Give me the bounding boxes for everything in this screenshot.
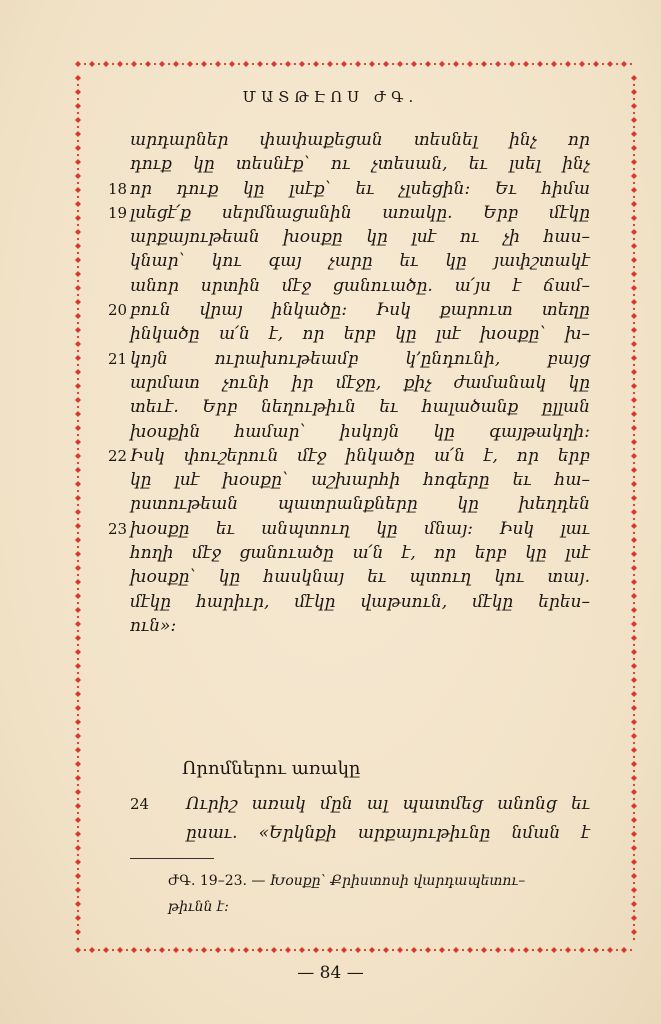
text-line xyxy=(108,177,590,201)
verse-number: 23 xyxy=(108,519,128,538)
text-line xyxy=(130,565,590,589)
text-line xyxy=(108,201,590,225)
text-line xyxy=(130,790,590,819)
line-text: րստութեան պատրանքները կը խեղդեն xyxy=(130,494,590,515)
text-line xyxy=(130,468,590,492)
line-text: լսեցէ՛ք սերմնացանին առակը. Երբ մէկը xyxy=(130,202,590,223)
line-text: կոյն ուրախութեամբ կ՚ընդունի, բայց xyxy=(130,348,590,369)
verse-number: 18 xyxy=(108,179,128,198)
line-text: խօսքը՝ կը հասկնայ եւ պտուղ կու տայ. xyxy=(130,567,590,588)
text-line xyxy=(108,347,590,371)
line-text: արդարներ փափաքեցան տեսնել ինչ որ xyxy=(130,130,590,150)
text-line xyxy=(108,444,590,468)
text-line xyxy=(130,492,590,516)
line-text: բուն վրայ ինկածը։ Իսկ քարուտ տեղը xyxy=(130,300,590,321)
line-text: կնար՝ կու գայ չարը եւ կը յափշտակէ xyxy=(130,251,590,272)
line-text: անոր սրտին մէջ ցանուածը. ա՛յս է ճամ– xyxy=(130,275,590,296)
line-text: խօսքը եւ անպտուղ կը մնայ։ Իսկ լաւ xyxy=(130,518,590,539)
line-text: խօսքին համար՝ իսկոյն կը գայթակղի։ xyxy=(130,421,590,442)
footnote-line-1: Խօսքը՝ Քրիստոսի վարդապետու– xyxy=(269,873,526,889)
text-line xyxy=(130,395,590,419)
text-line xyxy=(130,420,590,444)
line-text: կը լսէ խօսքը՝ աշխարհի հոգերը եւ հա– xyxy=(130,470,590,491)
section-title: Որոմներու առակը xyxy=(182,758,361,779)
text-line xyxy=(130,274,590,298)
footnote-ref: ԺԳ. 19–23. — xyxy=(168,873,266,889)
footnote-rule xyxy=(130,858,214,859)
line-text: դուք կը տեսնէք՝ ու չտեսան, եւ լսել ինչ xyxy=(130,154,590,175)
text-line xyxy=(130,590,590,614)
text-line xyxy=(108,298,590,322)
footnote xyxy=(168,868,588,920)
text-line xyxy=(130,322,590,346)
line-text: մէկը հարիւր, մէկը վաթսուն, մէկը երես– xyxy=(130,591,590,612)
line-text: որ դուք կը լսէք՝ եւ չլսեցին։ Եւ հիմա xyxy=(130,178,590,199)
line-text: Իսկ փուշերուն մէջ ինկածը ա՛ն է, որ երբ xyxy=(130,445,590,466)
line-text: արմատ չունի իր մէջը, քիչ ժամանակ կը xyxy=(130,372,590,393)
verse-number: 24 xyxy=(130,795,150,813)
text-line xyxy=(130,614,590,638)
verse-number: 21 xyxy=(108,349,128,368)
text-line xyxy=(130,225,590,249)
line-text: ըսաւ. «Երկնքի արքայութիւնը նման է xyxy=(186,823,590,843)
line-text: ուն»։ xyxy=(130,615,177,636)
passage-text-2 xyxy=(130,790,590,848)
verse-number: 22 xyxy=(108,446,128,465)
text-line xyxy=(130,128,590,152)
verse-number: 20 xyxy=(108,301,128,320)
text-line xyxy=(130,152,590,176)
text-line xyxy=(130,819,590,848)
running-header: ՄԱՏԹԷՈՍ ԺԳ. xyxy=(242,88,419,106)
line-text: տեւէ. Երբ նեղութիւն եւ հալածանք ըլլան xyxy=(130,397,590,418)
verse-number: 19 xyxy=(108,203,128,222)
line-text: ինկածը ա՛ն է, որ երբ կը լսէ խօսքը՝ խ– xyxy=(130,324,590,345)
line-text: արքայութեան խօսքը կը լսէ ու չի հաս– xyxy=(130,227,590,248)
line-text: հողի մէջ ցանուածը ա՛ն է, որ երբ կը լսէ xyxy=(130,543,590,564)
page-number: — 84 — xyxy=(297,963,364,983)
text-line xyxy=(130,249,590,273)
text-line xyxy=(108,517,590,541)
line-text: Ուրիշ առակ մըն ալ պատմեց անոնց եւ xyxy=(186,794,590,814)
text-line xyxy=(130,371,590,395)
text-line xyxy=(130,541,590,565)
footnote-line-2: թիւնն է։ xyxy=(168,899,229,915)
passage-text xyxy=(108,128,590,638)
